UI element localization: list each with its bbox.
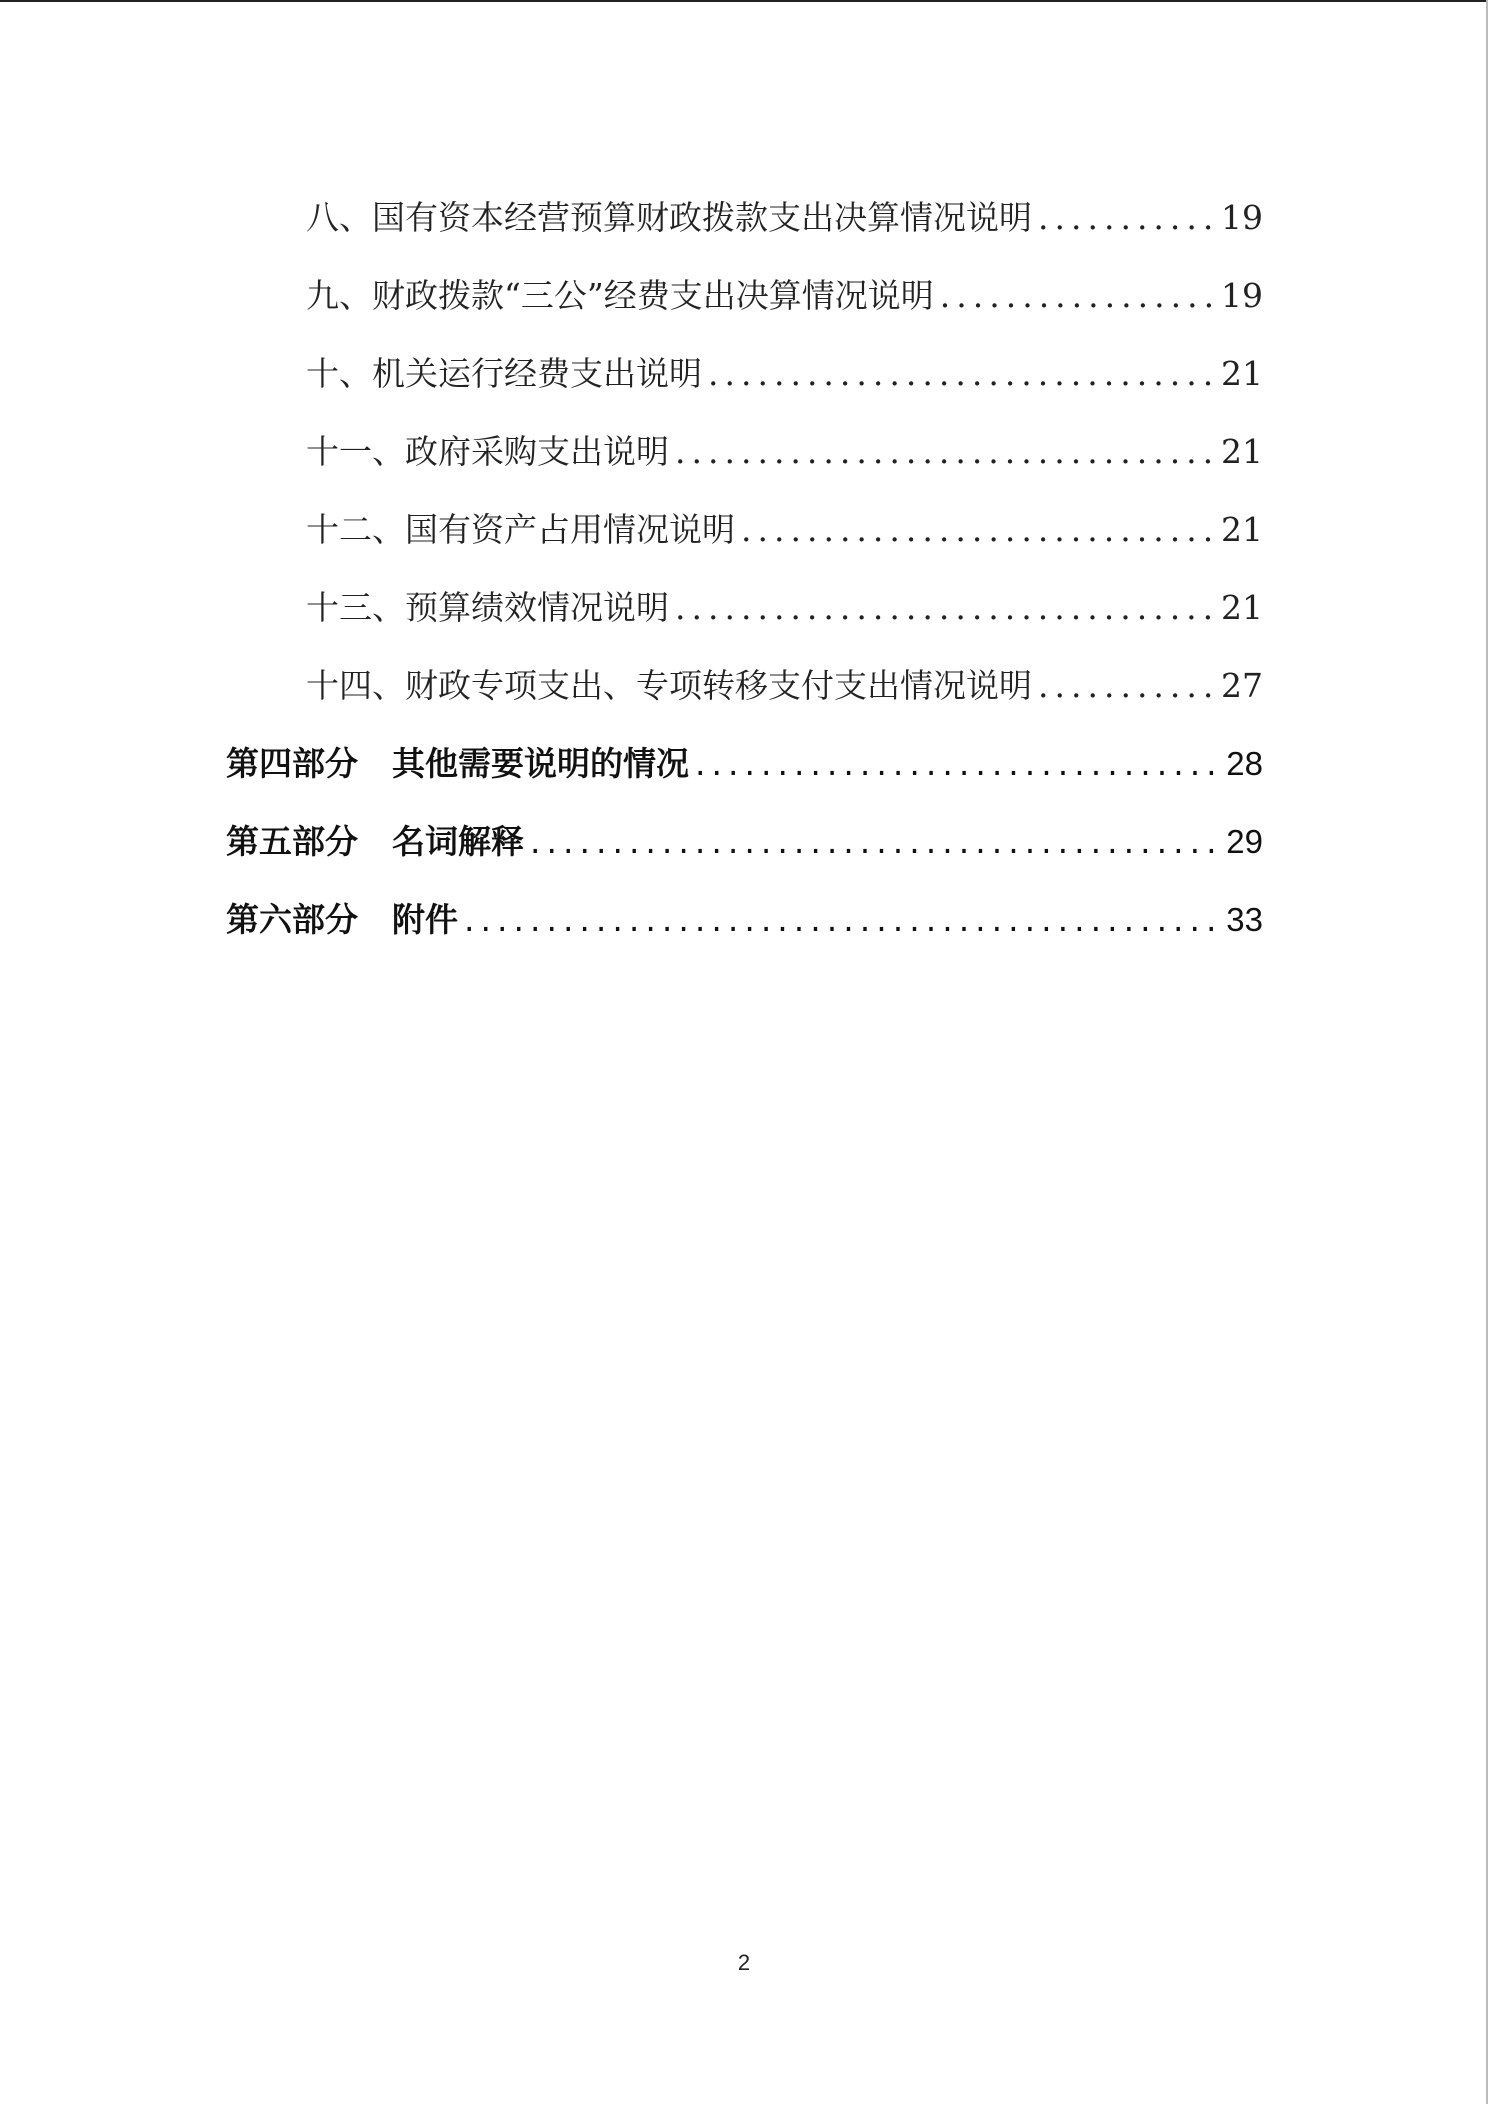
toc-entry-title: 十四、财政专项支出、专项转移支付支出情况说明 bbox=[306, 666, 1032, 705]
toc-entry-page: 21 bbox=[1221, 432, 1263, 471]
toc-entry-part-4[interactable] bbox=[226, 734, 1263, 794]
toc-entry-title: 十、机关运行经费支出说明 bbox=[306, 354, 702, 393]
toc-entry-page: 33 bbox=[1226, 901, 1263, 938]
toc-part-label: 第五部分 bbox=[226, 822, 358, 861]
toc-entry-section-9[interactable] bbox=[306, 266, 1263, 326]
toc-part-title: 名词解释 bbox=[392, 822, 524, 861]
toc-entry-page: 29 bbox=[1226, 823, 1263, 860]
toc-entry-page: 21 bbox=[1221, 510, 1263, 549]
toc-dot-leader bbox=[708, 344, 1215, 404]
toc-entry-page: 21 bbox=[1221, 354, 1263, 393]
toc-entry-page: 21 bbox=[1221, 588, 1263, 627]
toc-part-title: 附件 bbox=[392, 900, 458, 939]
toc-dot-leader bbox=[464, 890, 1220, 950]
toc-dot-leader bbox=[695, 734, 1220, 794]
toc-dot-leader bbox=[940, 266, 1215, 326]
toc-entry-section-12[interactable] bbox=[306, 500, 1263, 560]
toc-dot-leader bbox=[675, 422, 1215, 482]
toc-dot-leader bbox=[1038, 188, 1215, 248]
toc-entry-title: 九、财政拨款“三公”经费支出决算情况说明 bbox=[306, 276, 934, 315]
page-number: 2 bbox=[737, 1950, 751, 1975]
toc-entry-title: 十一、政府采购支出说明 bbox=[306, 432, 669, 471]
toc-entry-part-6[interactable] bbox=[226, 890, 1263, 950]
toc-part-heading bbox=[226, 812, 524, 872]
toc-entry-part-5[interactable] bbox=[226, 812, 1263, 872]
toc-entry-section-14[interactable] bbox=[306, 656, 1263, 716]
toc-entry-title: 十三、预算绩效情况说明 bbox=[306, 588, 669, 627]
toc-entry-section-10[interactable] bbox=[306, 344, 1263, 404]
toc-entry-page: 28 bbox=[1226, 745, 1263, 782]
toc-dot-leader bbox=[1038, 656, 1215, 716]
toc-entry-title: 八、国有资本经营预算财政拨款支出决算情况说明 bbox=[306, 198, 1032, 237]
toc-entry-section-13[interactable] bbox=[306, 578, 1263, 638]
toc-entry-title: 十二、国有资产占用情况说明 bbox=[306, 510, 735, 549]
toc-part-heading bbox=[226, 890, 458, 950]
toc-dot-leader bbox=[675, 578, 1215, 638]
toc-entry-page: 19 bbox=[1221, 198, 1263, 237]
toc-part-label: 第四部分 bbox=[226, 744, 358, 783]
toc-entry-page: 19 bbox=[1221, 276, 1263, 315]
toc-part-title: 其他需要说明的情况 bbox=[392, 744, 689, 783]
toc-dot-leader bbox=[530, 812, 1220, 872]
toc-entry-section-8[interactable] bbox=[306, 188, 1263, 248]
toc-part-heading bbox=[226, 734, 689, 794]
table-of-contents bbox=[0, 0, 1488, 1000]
toc-entry-page: 27 bbox=[1221, 666, 1263, 705]
toc-dot-leader bbox=[741, 500, 1215, 560]
toc-part-label: 第六部分 bbox=[226, 900, 358, 939]
toc-entry-section-11[interactable] bbox=[306, 422, 1263, 482]
